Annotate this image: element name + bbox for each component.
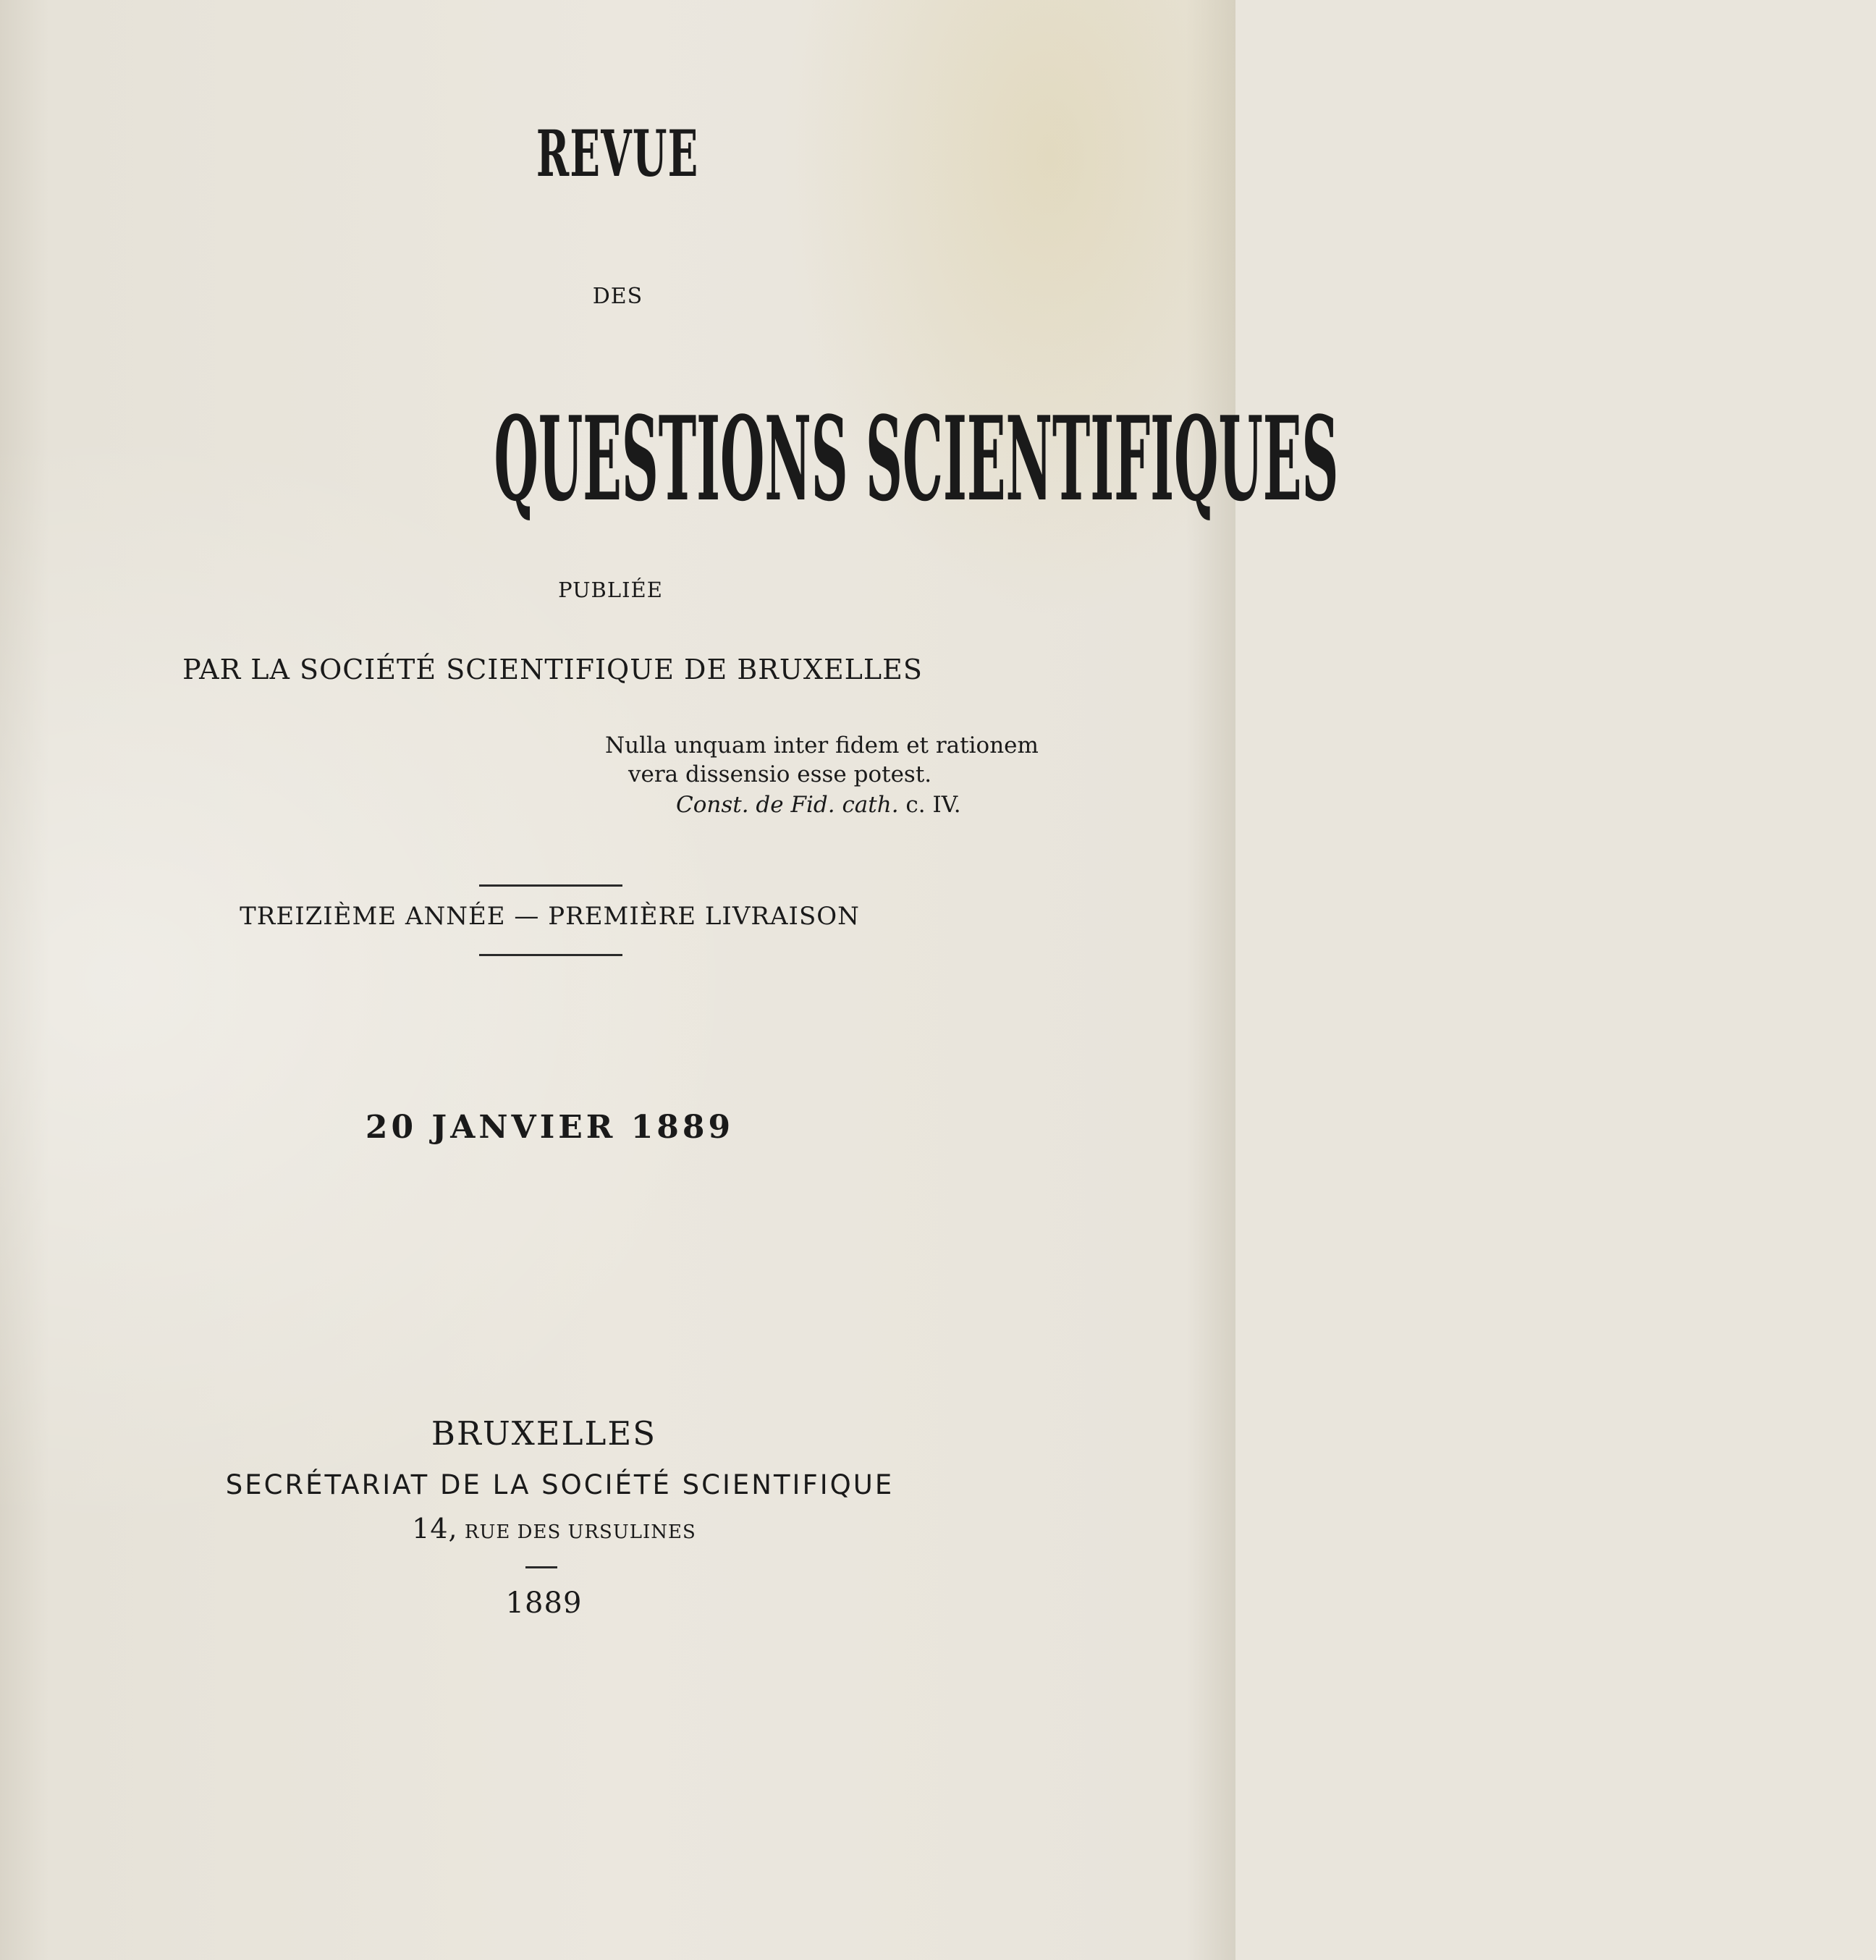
divider-rule-short (525, 1566, 557, 1568)
published-label: PUBLIÉE (558, 578, 663, 602)
publication-year: 1889 (505, 1587, 583, 1620)
epigraph-line-1: Nulla unquam inter fidem et rationem (605, 732, 1039, 759)
divider-rule-bottom (479, 954, 622, 956)
epigraph-source (676, 792, 961, 818)
address-street: RUE DES URSULINES (457, 1521, 696, 1543)
journal-title-main: QUESTIONS SCIENTIFIQUES (494, 391, 1339, 527)
society-name: PAR LA SOCIÉTÉ SCIENTIFIQUE DE BRUXELLES (182, 654, 923, 685)
journal-title-revue: REVUE (536, 116, 699, 191)
publisher-address (0, 1513, 1172, 1545)
issue-date: 20 JANVIER 1889 (365, 1109, 735, 1146)
journal-title-des: DES (592, 284, 643, 309)
issue-label: TREIZIÈME ANNÉE — PREMIÈRE LIVRAISON (240, 902, 860, 931)
epigraph-source-title: Const. de Fid. cath. (676, 792, 899, 818)
divider-rule-top (479, 884, 622, 887)
epigraph-line-2: vera dissensio esse potest. (628, 761, 932, 787)
epigraph-source-chapter: c. IV. (898, 792, 961, 818)
publisher-secretariat: SECRÉTARIAT DE LA SOCIÉTÉ SCIENTIFIQUE (225, 1469, 895, 1500)
address-number: 14, (412, 1513, 458, 1545)
publisher-city: BRUXELLES (431, 1414, 657, 1453)
